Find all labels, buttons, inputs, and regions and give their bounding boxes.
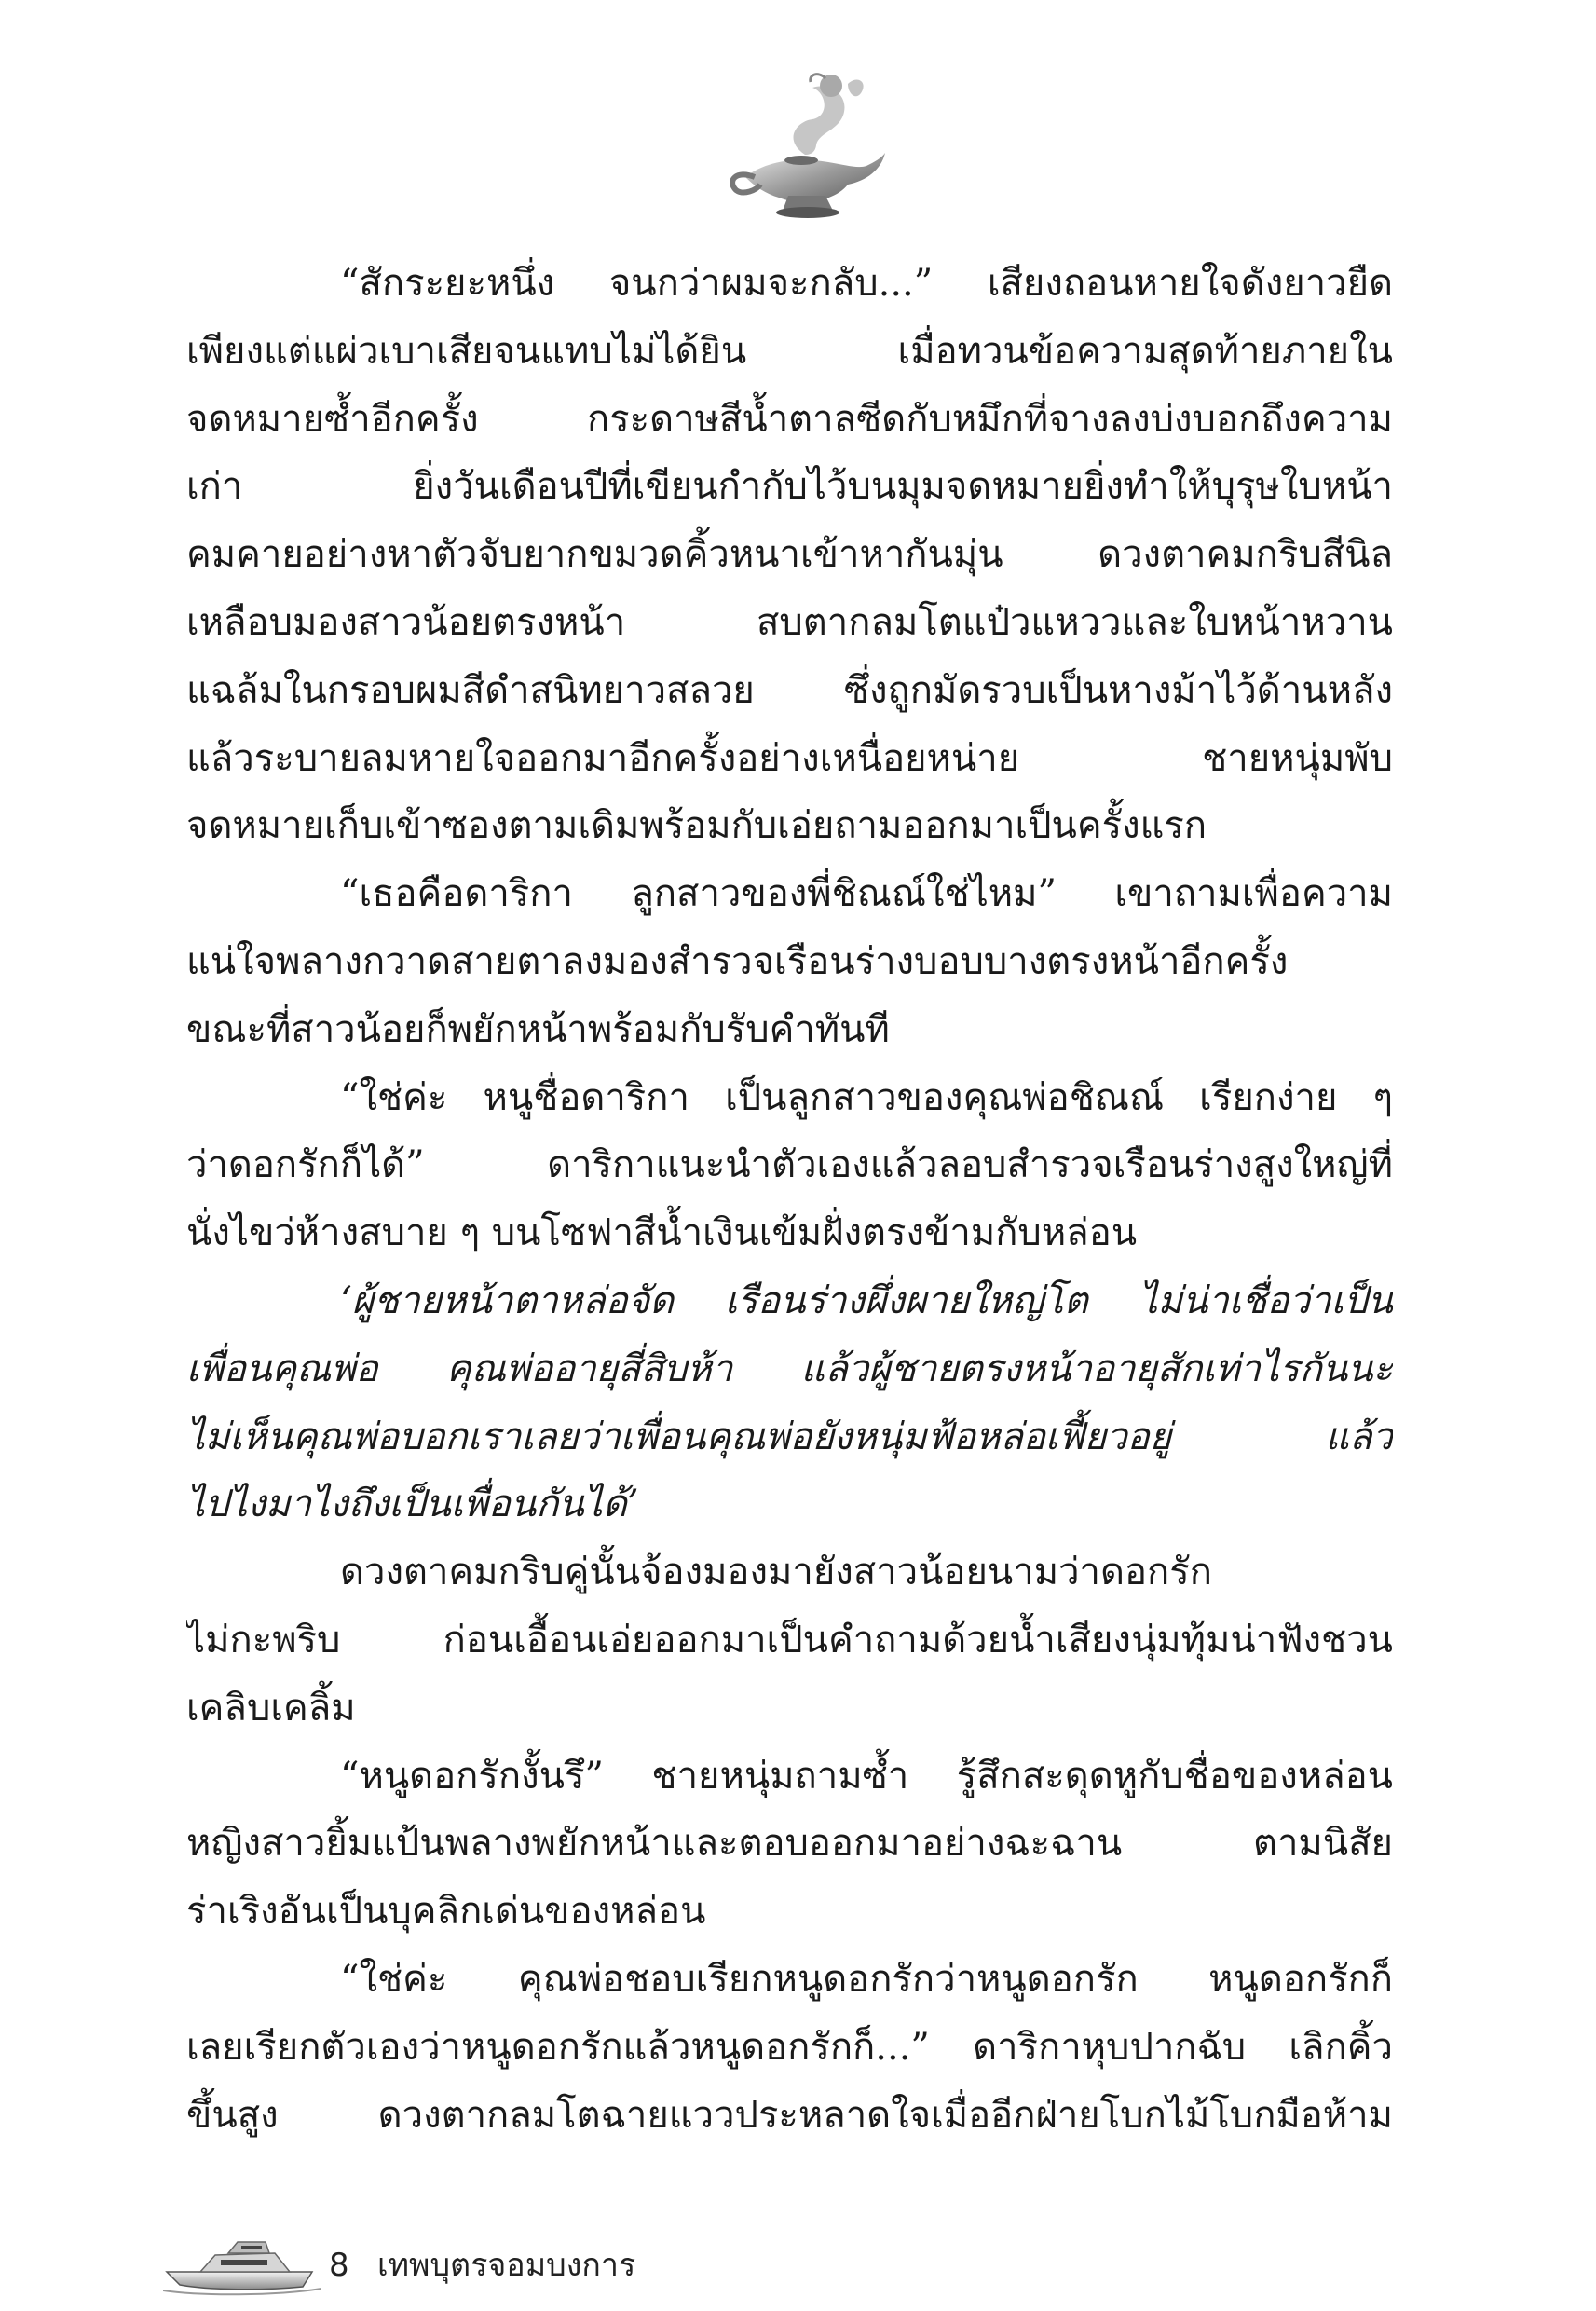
text-line: ไปไงมาไงถึงเป็นเพื่อนกันได้’ [186, 1483, 639, 1526]
text-line: เคลิบเคลิ้ม [186, 1686, 356, 1730]
text-line: “ใช่ค่ะ คุณพ่อชอบเรียกหนูดอกรักว่าหนูดอกรัก หนูดอกรักก็ [340, 1957, 1393, 2001]
text-line: “ใช่ค่ะ หนูชื่อดาริกา เป็นลูกสาวของคุณพ่อชิณณ์ เรียกง่าย ๆ [340, 1075, 1393, 1119]
text-line: เพียงแต่แผ่วเบาเสียจนแทบไม่ได้ยิน เมื่อทวนข้อความสุดท้ายภายใน [186, 329, 1393, 373]
yacht-icon [163, 2235, 321, 2296]
text-line: เลยเรียกตัวเองว่าหนูดอกรักแล้วหนูดอกรักก็...” ดาริกาหุบปากฉับ เลิกคิ้ว [186, 2025, 1393, 2069]
page-number: 8 [329, 2247, 349, 2284]
text-line: “เธอคือดาริกา ลูกสาวของพี่ชิณณ์ใช่ไหม” เขาถามเพื่อความ [340, 872, 1393, 916]
story-text [186, 250, 1393, 2149]
text-line: แฉล้มในกรอบผมสีดำสนิทยาวสลวย ซึ่งถูกมัดรวบเป็นหางม้าไว้ด้านหลัง [186, 668, 1393, 712]
magic-lamp-icon [708, 65, 894, 224]
text-line: จดหมายซ้ำอีกครั้ง กระดาษสีน้ำตาลซีดกับหมึกที่จางลงบ่งบอกถึงความ [186, 397, 1393, 441]
text-line: ว่าดอกรักก็ได้” ดาริกาแนะนำตัวเองแล้วลอบสำรวจเรือนร่างสูงใหญ่ที่ [186, 1143, 1393, 1187]
text-line: คมคายอย่างหาตัวจับยากขมวดคิ้วหนาเข้าหากันมุ่น ดวงตาคมกริบสีนิล [186, 533, 1393, 577]
text-line: ขณะที่สาวน้อยก็พยักหน้าพร้อมกับรับคำทันที [186, 1007, 890, 1051]
text-line: ‘ผู้ชายหน้าตาหล่อจัด เรือนร่างผึ่งผายใหญ่โต ไม่น่าเชื่อว่าเป็น [340, 1279, 1393, 1322]
book-title: เทพบุตรจอมบงการ [377, 2247, 636, 2284]
text-line: “หนูดอกรักงั้นรึ” ชายหนุ่มถามซ้ำ รู้สึกสะดุดหูกับชื่อของหล่อน [340, 1754, 1393, 1798]
text-line: ขึ้นสูง ดวงตากลมโตฉายแววประหลาดใจเมื่ออีกฝ่ายโบกไม้โบกมือห้าม [186, 2093, 1393, 2137]
text-line: นั่งไขว่ห้างสบาย ๆ บนโซฟาสีน้ำเงินเข้มฝั่งตรงข้ามกับหล่อน [186, 1211, 1138, 1255]
text-line: ไม่กะพริบ ก่อนเอื้อนเอ่ยออกมาเป็นคำถามด้วยน้ำเสียงนุ่มทุ้มน่าฟังชวน [186, 1618, 1393, 1661]
text-line: เพื่อนคุณพ่อ คุณพ่ออายุสี่สิบห้า แล้วผู้ชายตรงหน้าอายุสักเท่าไรกันนะ [186, 1347, 1393, 1390]
text-line: จดหมายเก็บเข้าซองตามเดิมพร้อมกับเอ่ยถามออกมาเป็นครั้งแรก [186, 804, 1207, 848]
text-line: ดวงตาคมกริบคู่นั้นจ้องมองมายังสาวน้อยนามว่าดอกรัก [340, 1551, 1212, 1594]
text-line: เก่า ยิ่งวันเดือนปีที่เขียนกำกับไว้บนมุมจดหมายยิ่งทำให้บุรุษใบหน้า [186, 465, 1393, 509]
text-line: “สักระยะหนึ่ง จนกว่าผมจะกลับ...” เสียงถอนหายใจดังยาวยืด [340, 262, 1393, 305]
text-line: แล้วระบายลมหายใจออกมาอีกครั้งอย่างเหนื่อยหน่าย ชายหนุ่มพับ [186, 736, 1393, 780]
text-line: ไม่เห็นคุณพ่อบอกเราเลยว่าเพื่อนคุณพ่อยังหนุ่มฟ้อหล่อเฟี้ยวอยู่ แล้ว [186, 1415, 1393, 1458]
text-line: หญิงสาวยิ้มแป้นพลางพยักหน้าและตอบออกมาอย่างฉะฉาน ตามนิสัย [186, 1822, 1393, 1866]
text-line: แน่ใจพลางกวาดสายตาลงมองสำรวจเรือนร่างบอบบางตรงหน้าอีกครั้ง [186, 939, 1289, 983]
text-line: เหลือบมองสาวน้อยตรงหน้า สบตากลมโตแป๋วแหววและใบหน้าหวาน [186, 600, 1393, 644]
page-footer [163, 2235, 815, 2296]
text-line: ร่าเริงอันเป็นบุคลิกเด่นของหล่อน [186, 1890, 706, 1934]
